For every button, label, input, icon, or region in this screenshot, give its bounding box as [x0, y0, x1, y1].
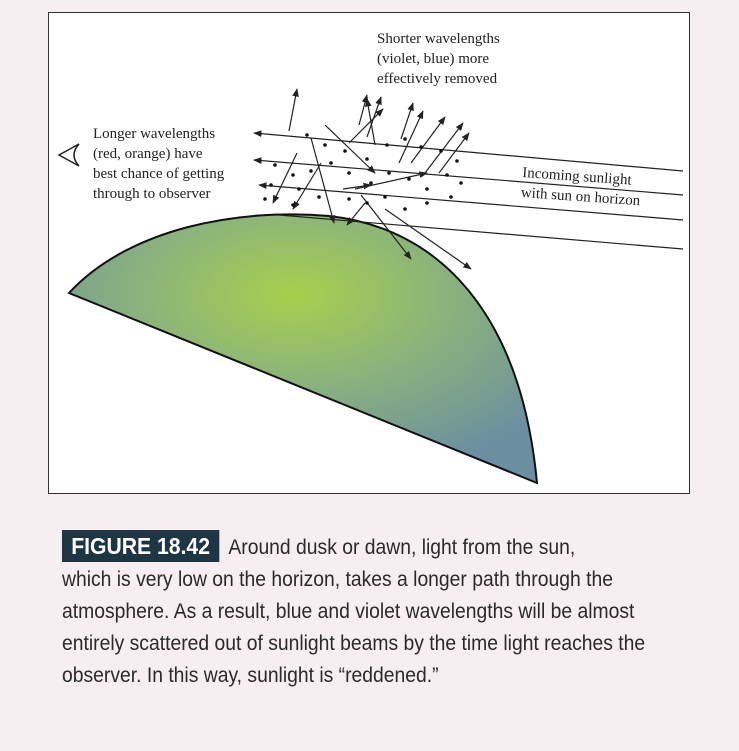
particle-dot	[291, 203, 295, 207]
particle-dot	[365, 201, 369, 205]
eye-icon	[59, 144, 79, 166]
particle-dot	[365, 157, 369, 161]
particle-dot	[403, 207, 407, 211]
scattering-diagram	[49, 13, 690, 494]
particle-dot	[347, 171, 351, 175]
label-shorter-line: (violet, blue) more	[377, 51, 490, 67]
particle-dot	[309, 169, 313, 173]
scattered-arrow	[293, 163, 321, 209]
figure-caption	[62, 530, 651, 692]
particle-dot	[419, 145, 423, 149]
particle-dot	[455, 159, 459, 163]
particle-dot	[317, 195, 321, 199]
caption-text: which is very low on the horizon, takes a longer path through the	[62, 568, 613, 591]
scattered-arrow	[289, 89, 297, 131]
particle-dot	[329, 161, 333, 165]
particle-dot	[291, 173, 295, 177]
scattered-arrow	[401, 103, 413, 139]
caption-text: Around dusk or dawn, light from the sun,	[228, 536, 576, 559]
particle-dot	[369, 181, 373, 185]
label-incoming-line: with sun on horizon	[520, 184, 641, 210]
particle-dot	[445, 173, 449, 177]
particle-dot	[385, 143, 389, 147]
label-longer-line: best chance of getting	[93, 166, 225, 182]
particle-dot	[305, 133, 309, 137]
particle-dot	[425, 187, 429, 191]
particle-dot	[449, 195, 453, 199]
scattered-arrow	[439, 133, 469, 173]
label-longer-wavelengths	[93, 124, 224, 204]
label-shorter-line: Shorter wavelengths	[377, 31, 500, 47]
label-shorter-line: effectively removed	[377, 71, 498, 87]
scattered-arrow	[355, 173, 427, 189]
particle-dot	[425, 201, 429, 205]
label-incoming-sunlight	[520, 163, 642, 211]
particle-dot	[459, 181, 463, 185]
scattered-arrow	[367, 99, 375, 145]
figure-panel	[48, 12, 690, 494]
figure-number-badge: FIGURE 18.42	[62, 530, 219, 562]
scattered-arrow	[359, 95, 367, 125]
particle-dot	[263, 197, 267, 201]
caption-first-line	[62, 530, 651, 564]
particle-dot	[383, 195, 387, 199]
scattered-arrow	[311, 138, 334, 223]
scattered-arrow	[325, 125, 375, 173]
particle-dot	[323, 143, 327, 147]
particle-dot	[269, 183, 273, 187]
earth-surface	[69, 214, 537, 483]
label-longer-line: through to observer	[93, 186, 211, 202]
particle-dot	[273, 163, 277, 167]
scattered-arrow	[273, 153, 297, 203]
particle-dot	[347, 197, 351, 201]
label-incoming-line: Incoming sunlight	[521, 164, 633, 189]
scattered-arrow	[411, 117, 445, 163]
particle-dot	[297, 187, 301, 191]
particle-dot	[407, 177, 411, 181]
caption-text: observer. In this way, sunlight is “reddened.”	[62, 664, 439, 687]
scattered-arrow	[367, 97, 381, 137]
scattered-arrow	[349, 109, 383, 143]
label-longer-line: Longer wavelengths	[93, 126, 216, 142]
caption-text: entirely scattered out of sunlight beams by the time light reaches the	[62, 632, 646, 655]
particle-dot	[439, 149, 443, 153]
label-shorter-wavelengths	[377, 29, 500, 89]
caption-text: atmosphere. As a result, blue and violet wavelengths will be almost	[62, 600, 635, 623]
label-longer-line: (red, orange) have	[93, 146, 203, 162]
particle-dot	[343, 149, 347, 153]
particle-dot	[403, 137, 407, 141]
particle-dot	[387, 171, 391, 175]
scattered-arrow	[399, 111, 423, 163]
